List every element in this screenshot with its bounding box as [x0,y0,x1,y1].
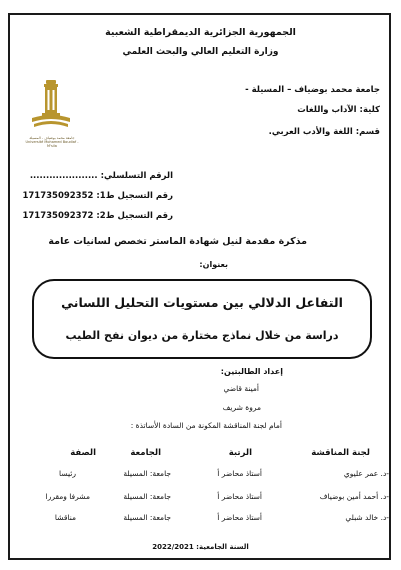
ministry-heading: وزارة التعليم العالي والبحث العلمي [122,47,279,57]
committee-university: جامعة: المسيلة [123,469,171,478]
committee-role: رئيسا [59,469,76,478]
committee-member: -د. خالد شبلي [345,513,389,522]
academic-year: السنة الجامعية: 2022/2021 [152,543,249,551]
republic-heading: الجمهورية الجزائرية الديمقراطية الشعبية [105,27,296,38]
committee-rank: أستاذ محاضر أ [217,469,262,478]
committee-member: -د. عمر عليوي [343,469,389,478]
committee-header-member: لجنة المناقشة [311,448,370,458]
committee-rank: أستاذ محاضر أ [217,492,262,501]
committee-university: جامعة: المسيلة [123,492,171,501]
thesis-title-line-1: التفاعل الدلالي بين مستويات التحليل اللساني [61,295,343,310]
students-label: إعداد الطالبتين: [220,367,283,376]
registration-number-student-1: رقم التسجيل ط1: 171735092352 [22,191,173,201]
thesis-title-box [32,279,372,359]
serial-number: الرقم التسلسلي: ..................... [29,171,173,181]
committee-header-rank: الرتبة [228,448,252,458]
title-label: بعنوان: [199,260,228,269]
faculty-name: كلية: الآداب واللغات [297,105,380,115]
university-tower-logo-icon [28,78,74,136]
committee-header-role: الصفة [70,448,96,458]
department-name: قسم: اللغة والأدب العربي. [268,127,380,137]
logo-caption: جامعة محمد بوضياف - المسيلة Université Mohamed Boudiaf - M'sila [25,136,79,149]
registration-number-student-2: رقم التسجيل ط2: 171735092372 [22,211,173,221]
student-name: أمينة قاضي [223,384,259,393]
committee-role: مشرفا ومقررا [45,492,90,501]
committee-role: مناقشا [54,513,76,522]
student-name: مروة شريف [222,403,261,412]
thesis-title-line-2: دراسة من خلال نماذج مختارة من ديوان نفح الطيب [65,329,339,342]
committee-header-university: الجامعة [130,448,161,458]
committee-intro: أمام لجنة المناقشة المكونة من السادة الأساتذة : [130,421,282,430]
committee-university: جامعة: المسيلة [123,513,171,522]
university-name: جامعة محمد بوضياف – المسيلة - [245,85,380,95]
committee-member: -د. أحمد أمين بوضياف [319,492,389,501]
committee-rank: أستاذ محاضر أ [217,513,262,522]
thesis-purpose: مذكرة مقدمة لنيل شهادة الماستر تخصص لسانيات عامة [48,236,307,247]
